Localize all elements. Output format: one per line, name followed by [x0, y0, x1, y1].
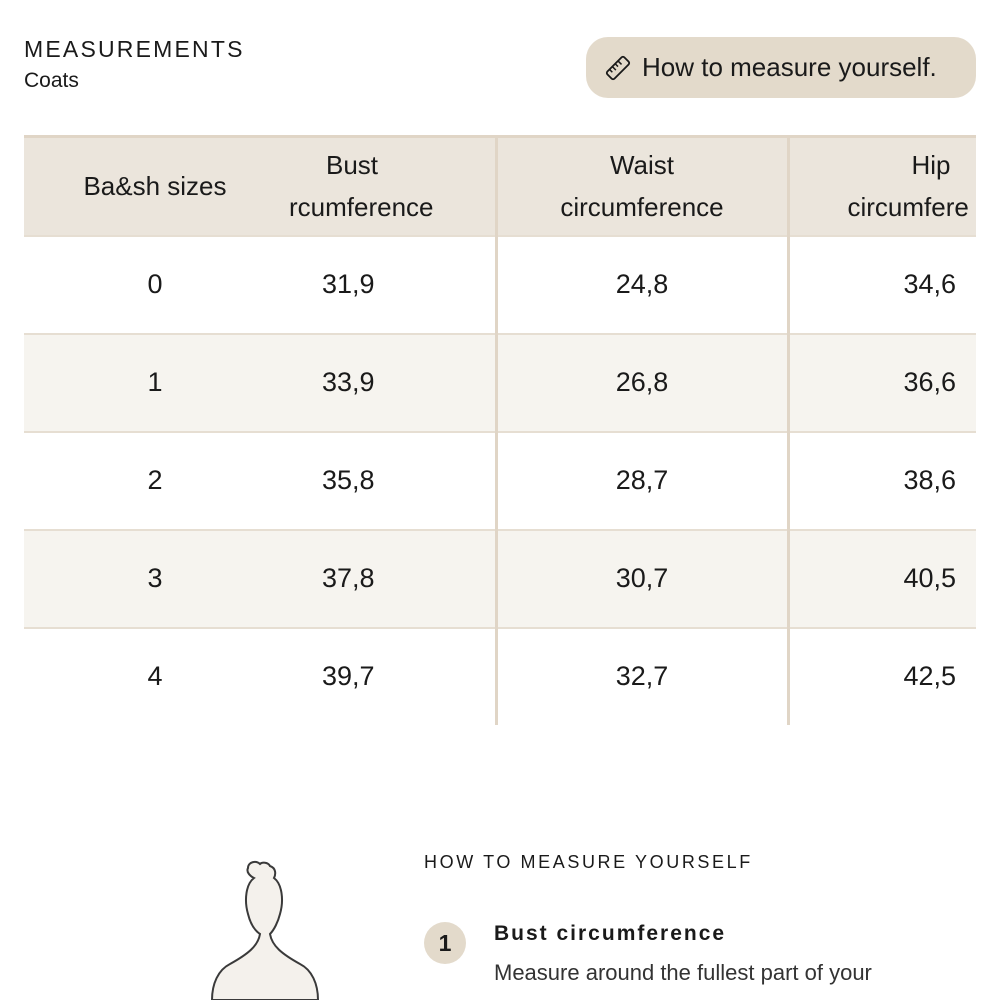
cell-waist: 30,7	[496, 530, 788, 628]
how-to-measure-label: How to measure yourself.	[642, 52, 937, 82]
header-waist: Waist circumference	[496, 137, 788, 236]
header-size: Ba&sh sizes	[24, 137, 286, 236]
guide-title: HOW TO MEASURE YOURSELF	[424, 852, 753, 872]
step-description: Measure around the fullest part of your	[494, 960, 872, 985]
cell-hip: 40,5	[788, 530, 976, 628]
ruler-icon	[604, 54, 632, 82]
step-title: Bust circumference	[494, 922, 727, 945]
cell-size: 4	[24, 628, 286, 726]
page-title: MEASUREMENTS	[24, 36, 245, 62]
cell-hip: 36,6	[788, 334, 976, 432]
cell-bust: 33,9	[286, 334, 496, 432]
table-row	[24, 530, 976, 628]
cell-waist: 32,7	[496, 628, 788, 726]
table-row	[24, 628, 976, 726]
cell-waist: 28,7	[496, 432, 788, 530]
how-to-measure-button[interactable]	[586, 37, 976, 98]
cell-size: 1	[24, 334, 286, 432]
body-silhouette-icon	[190, 860, 340, 1000]
cell-hip: 38,6	[788, 432, 976, 530]
header-hip: Hip circumfere	[788, 137, 976, 236]
cell-waist: 24,8	[496, 236, 788, 334]
table-row	[24, 334, 976, 432]
table-row	[24, 236, 976, 334]
cell-bust: 31,9	[286, 236, 496, 334]
page-subtitle: Coats	[24, 69, 79, 92]
cell-hip: 42,5	[788, 628, 976, 726]
cell-size: 0	[24, 236, 286, 334]
table-header-row	[24, 137, 976, 236]
step-number-badge: 1	[424, 922, 466, 964]
cell-bust: 37,8	[286, 530, 496, 628]
cell-size: 2	[24, 432, 286, 530]
page-header	[24, 36, 245, 93]
cell-waist: 26,8	[496, 334, 788, 432]
size-table	[24, 135, 976, 725]
size-table-container[interactable]	[24, 135, 976, 725]
table-row	[24, 432, 976, 530]
cell-bust: 39,7	[286, 628, 496, 726]
cell-bust: 35,8	[286, 432, 496, 530]
cell-size: 3	[24, 530, 286, 628]
cell-hip: 34,6	[788, 236, 976, 334]
header-bust: Bust rcumference	[286, 137, 496, 236]
